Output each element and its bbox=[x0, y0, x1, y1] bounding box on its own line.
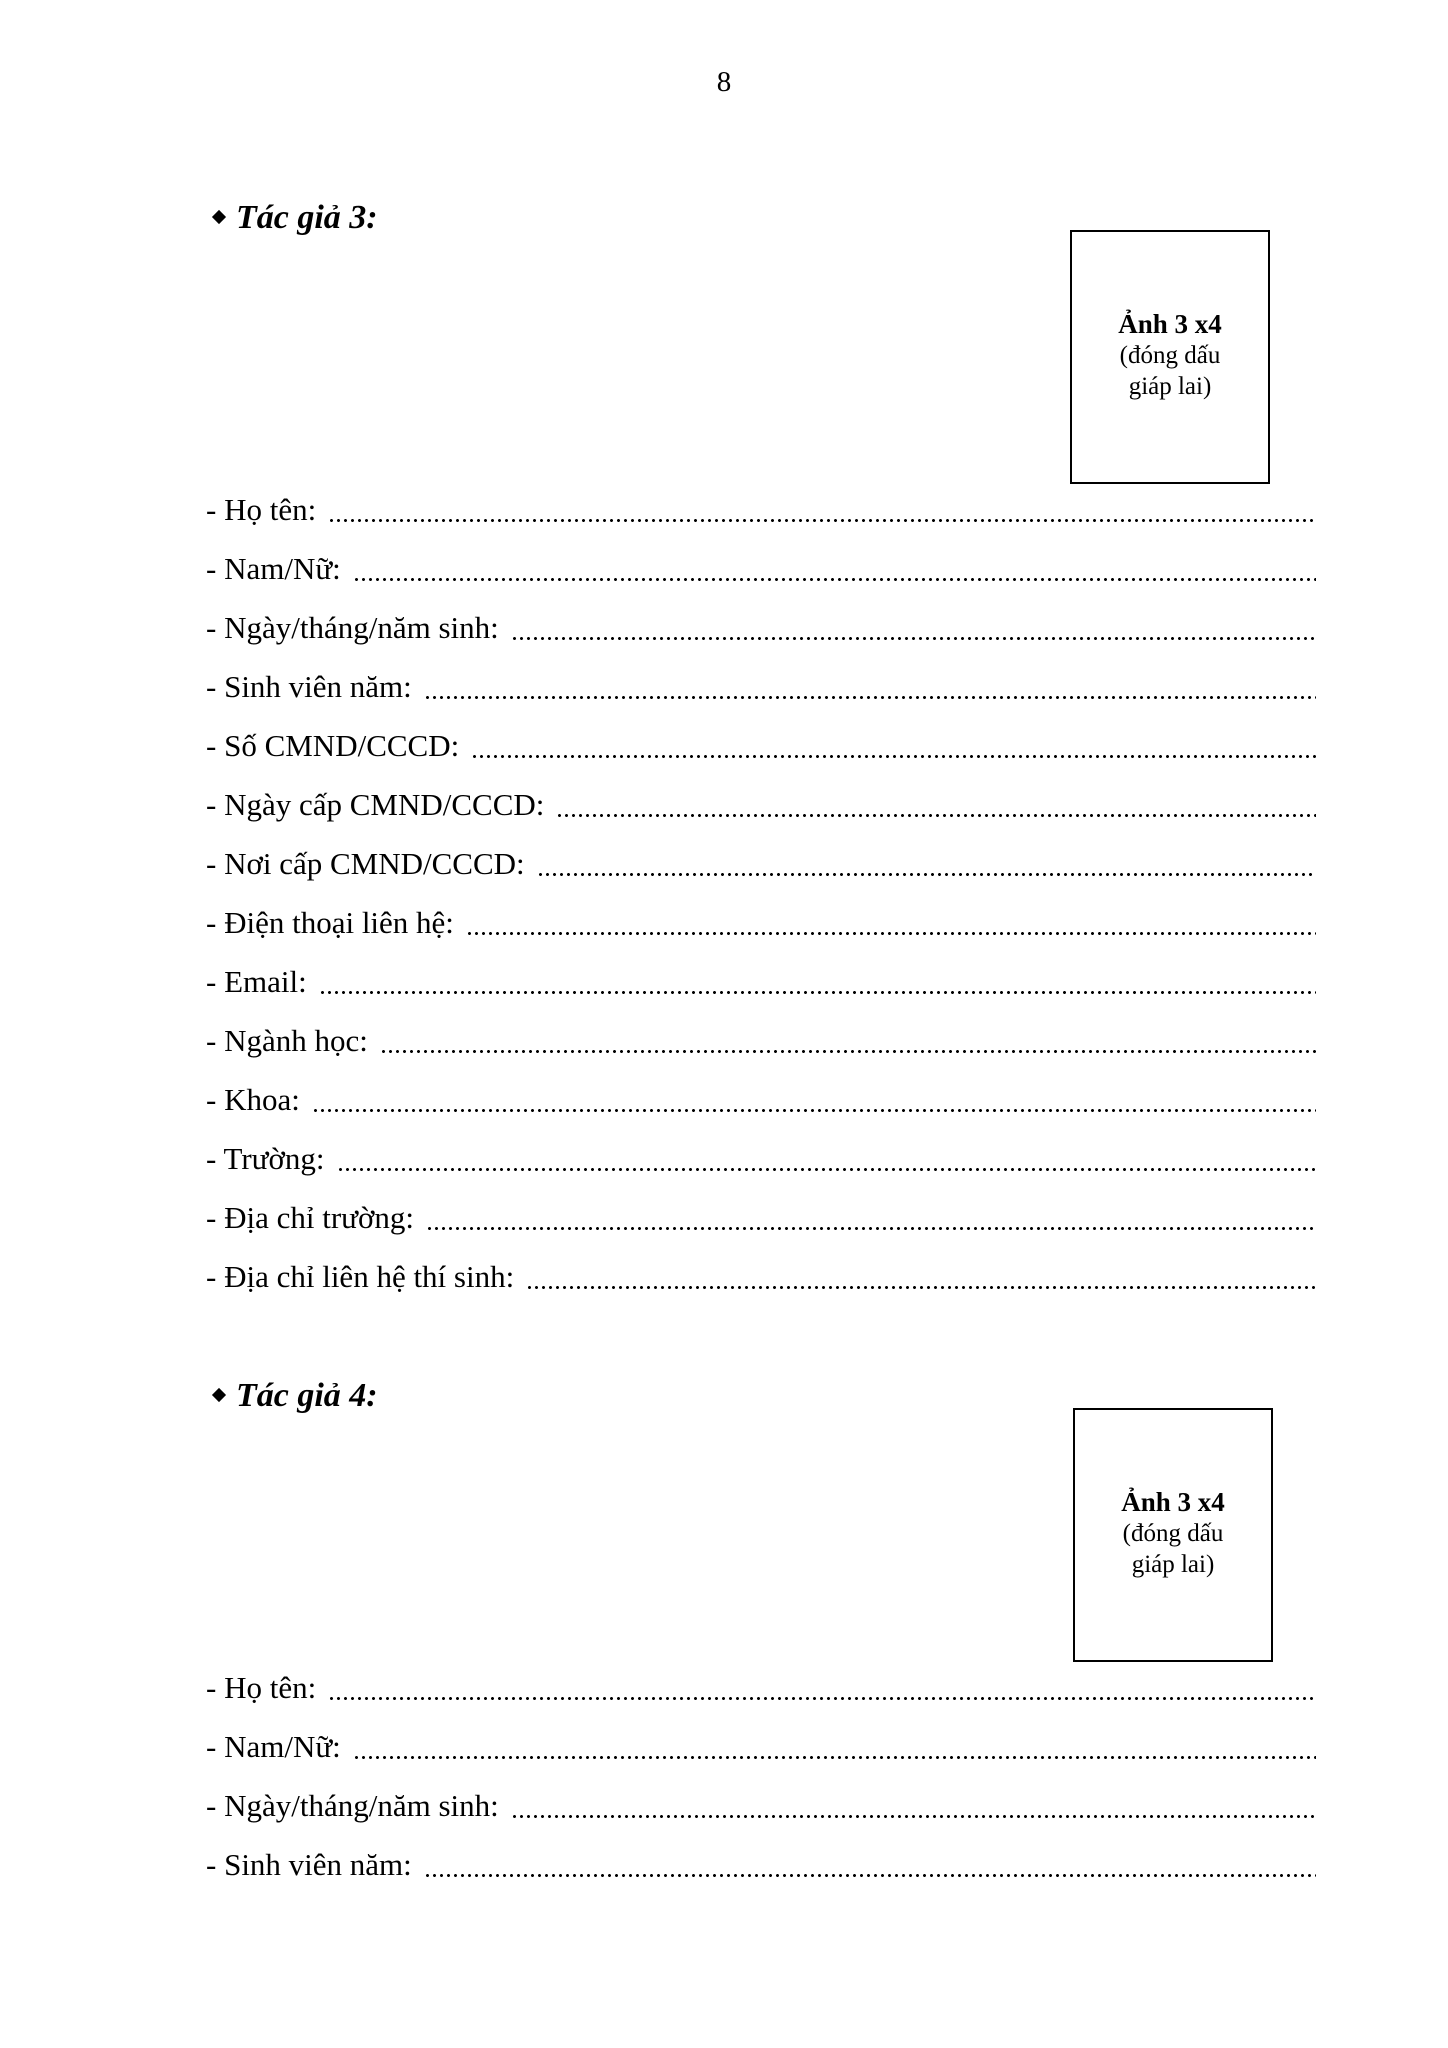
section-heading-author-3 bbox=[214, 196, 378, 240]
field-label: - Nam/Nữ: bbox=[206, 551, 341, 586]
bullet-diamond-icon bbox=[212, 1388, 226, 1402]
field-label: - Sinh viên năm: bbox=[206, 669, 412, 704]
dotted-fill-line[interactable] bbox=[511, 1812, 1316, 1820]
field-date-of-birth[interactable] bbox=[206, 1786, 1316, 1826]
dotted-fill-line[interactable] bbox=[312, 1106, 1316, 1114]
field-label: - Ngày/tháng/năm sinh: bbox=[206, 610, 499, 645]
field-gender[interactable] bbox=[206, 1727, 1316, 1767]
field-label: - Địa chỉ liên hệ thí sinh: bbox=[206, 1259, 515, 1294]
dotted-fill-line[interactable] bbox=[353, 1753, 1316, 1761]
field-label: - Số CMND/CCCD: bbox=[206, 728, 460, 763]
dotted-fill-line[interactable] bbox=[466, 929, 1316, 937]
field-label: - Họ tên: bbox=[206, 492, 317, 527]
field-id-number[interactable] bbox=[206, 726, 1316, 766]
field-id-issue-place[interactable] bbox=[206, 844, 1316, 884]
field-label: - Ngày/tháng/năm sinh: bbox=[206, 1788, 499, 1823]
field-label: - Sinh viên năm: bbox=[206, 1847, 412, 1882]
section-heading-text: Tác giả 3: bbox=[236, 199, 378, 236]
field-label: - Nam/Nữ: bbox=[206, 1729, 341, 1764]
field-email[interactable] bbox=[206, 962, 1316, 1002]
field-label: - Trường: bbox=[206, 1141, 325, 1176]
dotted-fill-line[interactable] bbox=[353, 575, 1316, 583]
field-label: - Ngày cấp CMND/CCCD: bbox=[206, 787, 545, 822]
field-school-address[interactable] bbox=[206, 1198, 1316, 1238]
dotted-fill-line[interactable] bbox=[328, 516, 1316, 524]
dotted-fill-line[interactable] bbox=[471, 752, 1316, 760]
field-label: - Nơi cấp CMND/CCCD: bbox=[206, 846, 525, 881]
dotted-fill-line[interactable] bbox=[526, 1283, 1316, 1291]
photo-title: Ảnh 3 x4 bbox=[1118, 309, 1222, 339]
photo-placeholder-author-4 bbox=[1073, 1408, 1273, 1662]
field-student-year[interactable] bbox=[206, 1845, 1316, 1885]
field-label: - Email: bbox=[206, 964, 307, 999]
field-contact-address[interactable] bbox=[206, 1257, 1316, 1297]
field-label: - Khoa: bbox=[206, 1082, 300, 1117]
field-major[interactable] bbox=[206, 1021, 1316, 1061]
dotted-fill-line[interactable] bbox=[319, 988, 1316, 996]
field-id-issue-date[interactable] bbox=[206, 785, 1316, 825]
photo-placeholder-author-3 bbox=[1070, 230, 1270, 484]
dotted-fill-line[interactable] bbox=[424, 1871, 1316, 1879]
field-phone[interactable] bbox=[206, 903, 1316, 943]
dotted-fill-line[interactable] bbox=[556, 811, 1316, 819]
bullet-diamond-icon bbox=[212, 210, 226, 224]
dotted-fill-line[interactable] bbox=[380, 1047, 1316, 1055]
field-label: - Địa chỉ trường: bbox=[206, 1200, 414, 1235]
dotted-fill-line[interactable] bbox=[337, 1165, 1317, 1173]
photo-note: (đóng dấu giáp lai) bbox=[1119, 342, 1221, 400]
field-full-name[interactable] bbox=[206, 490, 1316, 530]
field-gender[interactable] bbox=[206, 549, 1316, 589]
field-full-name[interactable] bbox=[206, 1668, 1316, 1708]
field-student-year[interactable] bbox=[206, 667, 1316, 707]
dotted-fill-line[interactable] bbox=[426, 1224, 1316, 1232]
field-label: - Điện thoại liên hệ: bbox=[206, 905, 454, 940]
dotted-fill-line[interactable] bbox=[511, 634, 1316, 642]
field-date-of-birth[interactable] bbox=[206, 608, 1316, 648]
page-number: 8 bbox=[716, 66, 732, 98]
dotted-fill-line[interactable] bbox=[328, 1694, 1316, 1702]
dotted-fill-line[interactable] bbox=[537, 870, 1316, 878]
section-heading-text: Tác giả 4: bbox=[236, 1377, 378, 1414]
photo-title: Ảnh 3 x4 bbox=[1121, 1487, 1225, 1517]
field-school[interactable] bbox=[206, 1139, 1316, 1179]
section-heading-author-4 bbox=[214, 1374, 378, 1418]
field-label: - Họ tên: bbox=[206, 1670, 317, 1705]
field-label: - Ngành học: bbox=[206, 1023, 368, 1058]
photo-note: (đóng dấu giáp lai) bbox=[1122, 1520, 1224, 1578]
dotted-fill-line[interactable] bbox=[424, 693, 1316, 701]
field-faculty[interactable] bbox=[206, 1080, 1316, 1120]
